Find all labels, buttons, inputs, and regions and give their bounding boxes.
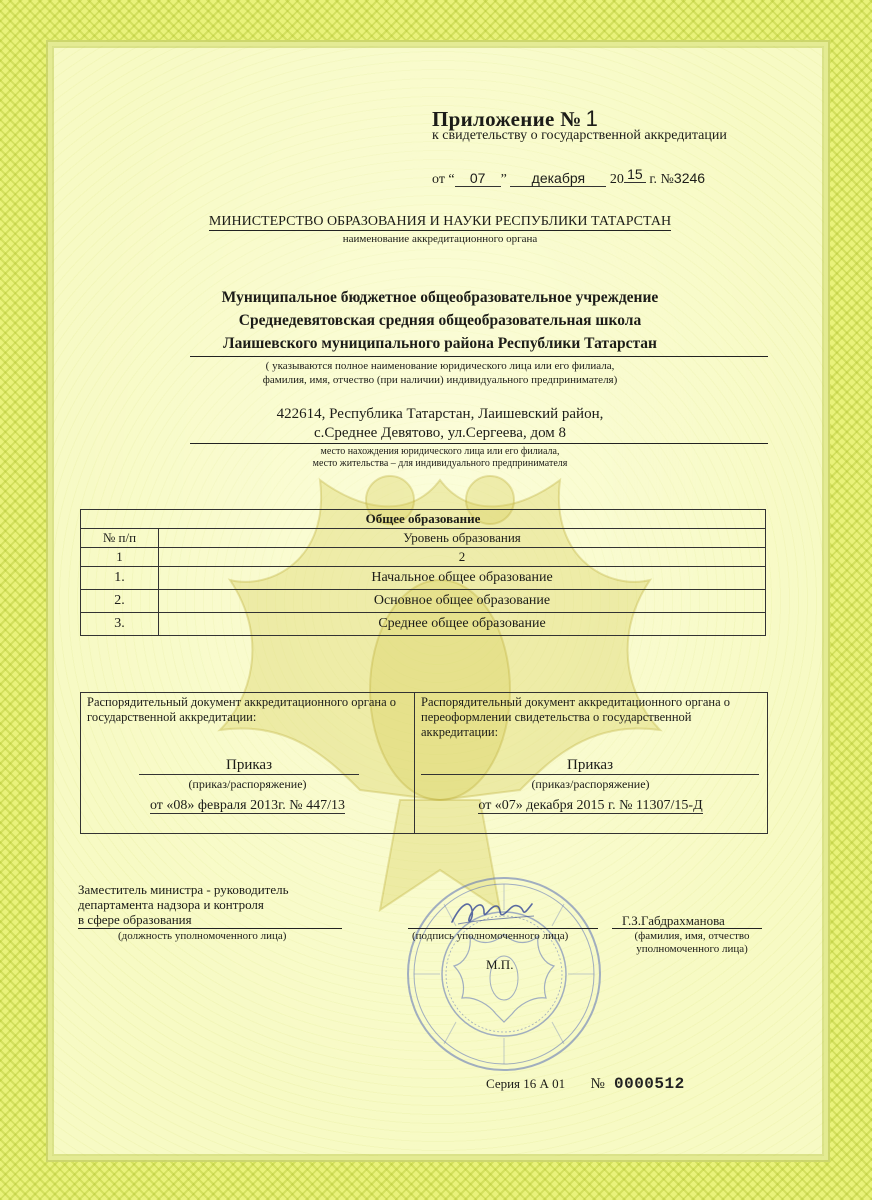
reissue-order-caption: (приказ/распоряжение) <box>531 777 650 791</box>
table-title: Общее образование <box>81 510 766 529</box>
row-number: 2. <box>81 590 159 613</box>
position-line-2: департамента надзора и контроля <box>78 897 264 912</box>
reissue-order-type: Приказ <box>421 757 759 775</box>
organization-note-2: фамилия, имя, отчество (при наличии) индивидуального предпринимателя) <box>262 374 618 386</box>
organization-address <box>80 405 800 443</box>
organization-underline <box>190 356 768 357</box>
accreditation-document <box>81 693 415 833</box>
stamp-place-label: М.П. <box>486 957 514 972</box>
date-day: 07 <box>455 170 501 187</box>
form-series-number <box>486 1075 685 1093</box>
address-line-2: с.Среднее Девятово, ул.Сергеева, дом 8 <box>313 425 567 441</box>
column-header-number: № п/п <box>81 529 159 548</box>
education-levels-table <box>80 509 766 636</box>
accreditation-order-number: от «08» февраля 2013г. № 447/13 <box>149 798 345 813</box>
organization-name <box>80 286 800 355</box>
date-year-suffix: 15 <box>624 166 646 183</box>
administrative-documents <box>80 692 768 834</box>
appendix-subtitle: к свидетельству о государственной аккредитации <box>432 128 727 143</box>
signatory-position <box>78 882 358 927</box>
address-caption <box>80 446 800 470</box>
address-note-2: место жительства – для индивидуального предпринимателя <box>312 458 568 469</box>
table-row <box>81 613 766 636</box>
ministry-name: МИНИСТЕРСТВО ОБРАЗОВАНИЯ И НАУКИ РЕСПУБЛИКИ ТАТАРСТАН <box>208 214 672 229</box>
handwritten-signature <box>448 896 538 930</box>
column-header-level: Уровень образования <box>159 529 766 548</box>
appendix-title-text: Приложение № <box>432 107 582 131</box>
accreditation-order-type: Приказ <box>139 757 359 775</box>
position-line-3: в сфере образования <box>78 912 192 927</box>
table-title-row <box>81 510 766 529</box>
reissue-order-number: от «07» декабря 2015 г. № 11307/15-Д <box>478 798 703 813</box>
accreditation-order-caption: (приказ/распоряжение) <box>188 777 307 791</box>
position-caption: (должность уполномоченного лица) <box>118 930 287 942</box>
date-year-prefix: 20 <box>609 172 624 187</box>
number-sign: № <box>590 1076 605 1092</box>
signature-caption: (подпись уполномоченного лица) <box>412 930 569 942</box>
date-month: декабря <box>510 170 606 187</box>
address-underline <box>190 443 768 444</box>
certificate-number: 3246 <box>673 170 706 186</box>
organization-caption <box>80 359 800 387</box>
reissue-document <box>415 693 767 833</box>
column-index-1: 1 <box>81 548 159 567</box>
form-number: 0000512 <box>614 1075 685 1093</box>
organization-note-1: ( указываются полное наименование юридического лица или его филиала, <box>265 360 615 372</box>
ministry-caption: наименование аккредитационного органа <box>342 233 538 245</box>
column-index-2: 2 <box>159 548 766 567</box>
date-separator: ” <box>500 172 507 187</box>
signature-underline <box>408 928 598 929</box>
signatory-name: Г.З.Габдрахманова <box>622 913 725 928</box>
row-number: 3. <box>81 613 159 636</box>
organization-line-3: Лаишевского муниципального района Республики Татарстан <box>223 335 657 352</box>
accreditation-document-label: Распорядительный документ аккредитационного органа о государственной аккредитации: <box>87 695 396 724</box>
row-level: Начальное общее образование <box>159 567 766 590</box>
row-level: Основное общее образование <box>159 590 766 613</box>
table-row <box>81 590 766 613</box>
address-line-1: 422614, Республика Татарстан, Лаишевский район, <box>276 406 604 422</box>
accreditation-body <box>80 214 800 245</box>
table-header-row <box>81 529 766 548</box>
address-note-1: место нахождения юридического лица или его филиала, <box>320 446 560 457</box>
position-underline <box>78 928 342 929</box>
organization-line-2: Среднедевятовская средняя общеобразовательная школа <box>238 312 642 329</box>
row-level: Среднее общее образование <box>159 613 766 636</box>
form-series: Серия 16 А 01 <box>486 1076 566 1091</box>
certificate-date-line <box>432 166 705 188</box>
date-year-unit: г. № <box>649 172 674 187</box>
column-index-row <box>81 548 766 567</box>
date-prefix: от “ <box>432 172 455 187</box>
reissue-document-label: Распорядительный документ аккредитационного органа о переоформлении свидетельства о государственной аккредитации: <box>421 695 730 739</box>
name-caption: (фамилия, имя, отчество уполномоченного лица) <box>634 930 750 955</box>
row-number: 1. <box>81 567 159 590</box>
appendix-number: 1 <box>585 106 599 131</box>
table-row <box>81 567 766 590</box>
position-line-1: Заместитель министра - руководитель <box>78 882 289 897</box>
name-underline <box>612 928 762 929</box>
organization-line-1: Муниципальное бюджетное общеобразовательное учреждение <box>221 289 659 306</box>
